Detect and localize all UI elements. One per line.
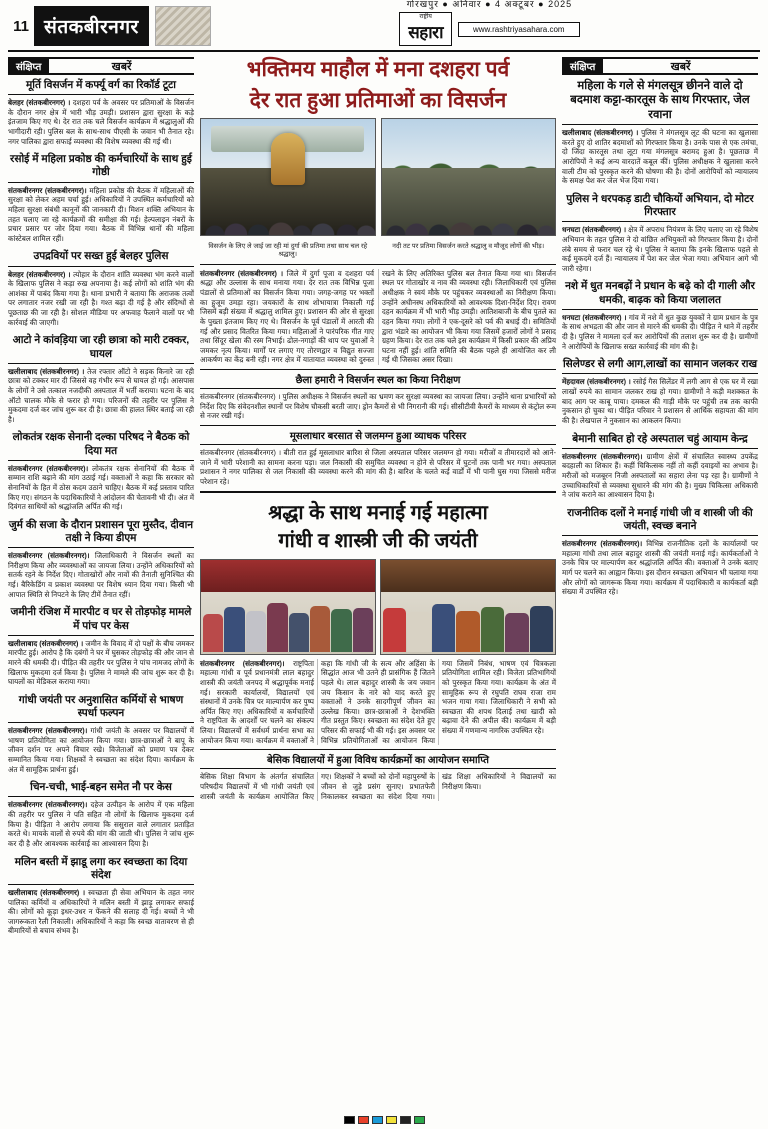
news-item[interactable] — [562, 358, 758, 425]
news-byline: संतकबीरनगर (संतकबीरनगर)। — [8, 800, 88, 810]
news-byline: खलीलाबाद (संतकबीरनगर) । — [8, 366, 85, 376]
brand-main: सहारा — [408, 23, 443, 42]
brief-header-left — [8, 57, 194, 75]
photo-crowd — [382, 182, 556, 235]
news-byline: संतकबीरनगर (संतकबीरनगर)। — [562, 539, 643, 549]
news-headline: जमीनी रंजिश में मारपीट व घर से तोड़फोड़ मामले में पांच पर केस — [8, 606, 194, 635]
masthead-center — [219, 0, 760, 46]
news-text: गांव में नशे में धुत कुछ युवकों ने ग्राम प्रधान के पुत्र के साथ अभद्रता की और जान से मारने की धमकी दी। पीड़ित ने थाने में तहरीर दी है। पुलिस ने मामला दर्ज कर आरोपियों की तलाश शुरू कर दी है। ग्रामीणों ने आरोपियों के खिलाफ सख्त कार्रवाई की मांग की है। — [562, 312, 758, 351]
news-body — [8, 551, 194, 599]
brand-logo — [399, 12, 452, 46]
photo-school-event-1 — [200, 559, 376, 655]
masthead — [8, 0, 760, 52]
news-body — [562, 377, 758, 425]
news-body — [8, 98, 194, 146]
news-text: क्षेत्र में अपराध नियंत्रण के लिए चलाए जा रहे विशेष अभियान के तहत पुलिस ने दो वांछित अभियुक्तों को गिरफ्तार किया है। दोनों लंबे समय से फरार चल रहे थे। पुलिस ने बताया कि इनके खिलाफ पहले से कई मुकदमे दर्ज हैं। न्यायालय में पेश कर जेल भेजा गया। अभियान आगे भी जारी रहेगा। — [562, 225, 758, 273]
news-byline: संतकबीरनगर (संतकबीरनगर)। — [8, 185, 87, 195]
news-body — [562, 225, 758, 273]
news-headline: गांधी जयंती पर अनुशासित कर्मियों से भाषण स्पर्धा फल्पन — [8, 694, 194, 723]
news-item[interactable] — [562, 193, 758, 273]
news-body — [8, 367, 194, 425]
lead-photo-row — [200, 118, 556, 236]
lead-lead-text: जिले में दुर्गा पूजा व दशहरा पर्व श्रद्धा और उल्लास के साथ मनाया गया। देर रात तक विभिन्न पूजा पंडालों से प्रतिमाओं का विसर्जन किया गया। जगह-जगह पर भक्तों का हुजूम उमड़ा रहा। जयकारों के साथ शोभायात्रा निकाली गई जिसमें बड़ी संख्या में श्रद्धालु शामिल हुए। प्रशासन की ओर से सुरक्षा के पुख्ता इंतजाम किए गए थे। — [200, 268, 375, 326]
news-text: रसोई गैस सिलेंडर में लगी आग से एक घर में रखा लाखों रुपये का सामान जलकर राख हो गया। ग्रामीणों ने कड़ी मशक्कत के बाद आग पर काबू पाया। दमकल की गाड़ी मौके पर पहुंची तब तक काफी नुकसान हो चुका था। पीड़ित परिवार ने प्रशासन से आर्थिक सहायता की मांग की है। लेखपाल ने नुकसान का आकलन किया। — [562, 377, 758, 425]
photo-backdrop — [201, 560, 375, 592]
brief-word: खबरें — [670, 60, 691, 73]
brief-header-right — [562, 57, 758, 75]
news-byline: बेलहर (संतकबीरनगर) । — [8, 269, 71, 279]
brief-tag: संक्षिप्त — [8, 59, 49, 73]
page-number: 11 — [13, 17, 29, 35]
news-byline: संतकबीरनगर (संतकबीरनगर)। — [8, 726, 88, 736]
news-headline: आटो ने कांवड़ि़या जा रही छात्रा को मारी टक्कर, घायल — [8, 334, 194, 363]
news-headline: राजनीतिक दलों ने मनाई गांधी जी व शास्त्री जी की जयंती, स्वच्छ बनाने — [562, 507, 758, 536]
photo-crowd — [201, 182, 375, 235]
news-body — [8, 464, 194, 512]
gandhi-headline-line1: श्रद्धा के साथ मनाई गई महात्मा — [268, 501, 488, 524]
lead-headline-line1: भक्तिमय माहौल में मना दशहरा पर्व — [246, 58, 510, 81]
news-headline: लोकतंत्र रक्षक सेनानी दल्का परिषद ने बैठक को दिया मत — [8, 431, 194, 460]
news-headline: पुलिस ने धरपकड़ डाटी चौकियों अभियान, दो मोटर गिरफ्तार — [562, 193, 758, 222]
lead-body-text: विसर्जन के पूर्व पंडालों में आरती की गई और प्रसाद वितरित किया गया। महिलाओं ने पारंपरिक गीत गाए तथा सिंदूर खेला की रस्म निभाई। ढोल-नगाड़ों की थाप पर युवाओं ने जमकर नृत्य किया। मार्गों पर लगाए गए तोरणद्वार व विद्युत सज्जा आकर्षण का केंद्र बनी रही। नगर क्षेत्र में यातायात व्यवस्था को दुरुस्त रखने के लिए अतिरिक्त पुलिस बल तैनात किया गया था। विसर्जन स्थल पर गोताखोर व नाव की व्यवस्था रही। जिलाधिकारी एवं पुलिस अधीक्षक ने स्वयं मौके पर पहुंचकर व्यवस्थाओं का निरीक्षण किया। उन्होंने अधीनस्थ अधिकारियों को आवश्यक दिशा-निर्देश दिए। रावण दहन कार्यक्रम में भी भारी भीड़ उमड़ी। आतिशबाजी के बीच पुतले का दहन किया गया। लोगों ने एक-दूसरे को पर्व की बधाई दी। समितियों द्वारा भंडारे का आयोजन भी किया गया जिसमें हजारों लोगों ने प्रसाद ग्रहण किया। देर रात तक चले इस कार्यक्रम में किसी प्रकार की अप्रिय घटना नहीं हुई। शांति समिति की बैठक पहले ही आयोजित कर ली गई थी जिसका असर दिखा। — [200, 268, 556, 365]
news-text: ग्रामीण क्षेत्रों में संचालित स्वास्थ्य उपकेंद्र बदहाली का शिकार हैं। कहीं चिकित्सक नहीं तो कहीं दवाइयों का अभाव है। मरीजों को मजबूरन निजी अस्पतालों का सहारा लेना पड़ रहा है। ग्रामीणों ने उच्चाधिकारियों से व्यवस्था सुधारने की मांग की है। मुख्य चिकित्सा अधिकारी ने जांच कराने का आश्वासन दिया है। — [562, 451, 758, 500]
brief-word: खबरें — [111, 60, 132, 73]
news-body — [8, 270, 194, 328]
news-item[interactable] — [8, 781, 194, 848]
news-byline: खलीलाबाद (संतकबीरनगर) । — [562, 128, 639, 138]
news-body — [562, 313, 758, 352]
photo-immersion — [381, 118, 557, 236]
news-byline: मेंहदावल (संतकबीरनगर) । — [562, 377, 631, 387]
news-body — [562, 539, 758, 597]
section-title: संतकबीरनगर — [34, 6, 149, 46]
news-item[interactable] — [562, 433, 758, 500]
news-byline: खलीलाबाद (संतकबीरनगर) । — [8, 638, 84, 648]
gandhi-sub-columns — [200, 772, 556, 801]
news-text: गांधी जयंती के अवसर पर विद्यालयों में भाषण प्रतियोगिता का आयोजन किया गया। छात्र-छात्राओं ने बापू के जीवन दर्शन पर अपने विचार रखे। विजेताओं को प्रमाण पत्र देकर सम्मानित किया गया। शिक्षकों ने स्वच्छता का संदेश दिया। कार्यक्रम के अंत में सामूहिक प्रार्थना हुई। — [8, 726, 194, 774]
news-item[interactable] — [8, 431, 194, 511]
gandhi-headline-line2: गांधी व शास्त्री जी की जयंती — [278, 529, 478, 552]
news-body — [8, 726, 194, 774]
photo-caption-right: नदी तट पर प्रतिमा विसर्जन करते श्रद्धालु व मौजूद लोगों की भीड़। — [392, 243, 545, 251]
gandhi-col2: कार्यक्रम में वक्ताओं ने कहा कि गांधी जी के सत्य और अहिंसा के सिद्धांत आज भी उतने ही प्रासंगिक हैं जितने पहले थे। लाल बहादुर शास्त्री के जय जवान जय किसान के नारे को याद करते हुए वक्ताओं ने उनके सादगीपूर्ण जीवन का उल्लेख किया। छात्र-छात्राओं ने देशभक्ति गीत प्रस्तुत किए। स्वच्छता का संदेश देते हुए परिसर की सफाई भी की गई। — [256, 658, 435, 745]
photo-school-event-2 — [380, 559, 556, 655]
sub-text-2: संतकबीरनगर (संतकबीरनगर) । बीती रात हुई मूसलाधार बारिश से जिला अस्पताल परिसर जलमग्न हो गया। मरीजों व तीमारदारों को आने-जाने में भारी परेशानी का सामना करना पड़ा। जल निकासी की समुचित व्यवस्था न होने से परिसर में घुटनों तक पानी भर गया। अस्पताल प्रशासन ने नगर पालिका से जल निकासी की व्यवस्था करने की मांग की है। बारिश के चलते कई वार्डों में भी पानी घुस गया जिससे मरीज परेशान रहे। — [200, 448, 556, 486]
photo-people — [383, 590, 553, 652]
photo-caption-left: विसर्जन के लिए ले जाई जा रही मां दुर्गा की प्रतिमा तथा साथ चल रहे श्रद्धालु। — [208, 243, 368, 259]
news-text: पुलिस ने मंगलसूत्र लूट की घटना का खुलासा करते हुए दो शातिर बदमाशों को गिरफ्तार किया है। उनके पास से एक तमंचा, दो जिंदा कारतूस तथा लूटा गया मंगलसूत्र बरामद हुआ है। पूछताछ में आरोपियों ने कई अन्य वारदातें कबूल कीं। पुलिस अधीक्षक ने खुलासा करने वाली टीम को पुरस्कृत करने की घोषणा की है। दोनों आरोपियों को न्यायालय के समक्ष पेश कर जेल भेज दिया गया। — [562, 128, 758, 186]
news-item[interactable] — [562, 79, 758, 186]
photo-people — [203, 590, 373, 652]
news-headline: मूर्ति विसर्जन में कर्फ्यू वर्ग का रिकॉर्ड टूटा — [8, 79, 194, 95]
news-byline: संतकबीरनगर (संतकबीरनगर)। — [8, 463, 89, 473]
news-body — [562, 128, 758, 186]
website-url[interactable]: www.rashtriyasahara.com — [458, 22, 580, 37]
gandhi-sub-headline: बेसिक विद्यालयों में हुआ विविध कार्यक्रमों का आयोजन समाप्ति — [200, 749, 556, 769]
news-item[interactable] — [8, 606, 194, 686]
news-text: तेज रफ्तार ऑटो ने सड़क किनारे जा रही छात्रा को टक्कर मार दी जिससे वह गंभीर रूप से घायल हो गई। आसपास के लोगों ने उसे तत्काल नजदीकी अस्पताल में भर्ती कराया। घटना के बाद ऑटो चालक मौके से फरार हो गया। परिजनों की तहरीर पर पुलिस ने मुकदमा दर्ज कर जांच शुरू कर दी है। छात्रा की हालत स्थिर बताई जा रही है। — [8, 366, 195, 424]
news-body — [562, 452, 758, 500]
left-column — [8, 57, 194, 1117]
sub-text-1: संतकबीरनगर (संतकबीरनगर) । पुलिस अधीक्षक ने विसर्जन स्थलों का भ्रमण कर सुरक्षा व्यवस्था का जायजा लिया। उन्होंने थाना प्रभारियों को निर्देश दिए कि संवेदनशील स्थानों पर विशेष चौकसी बरती जाए। ड्रोन कैमरों से भी निगरानी की गई। सीसीटीवी कैमरों के माध्यम से कंट्रोल रूम से नजर रखी गई। — [200, 392, 556, 421]
news-text: दहेज उत्पीड़न के आरोप में एक महिला की तहरीर पर पुलिस ने पति सहित नौ लोगों के खिलाफ मुकदमा दर्ज किया है। पीड़िता ने आरोप लगाया कि ससुराल वाले लगातार प्रताड़ित करते थे। मायके वालों से रुपये की मांग की जाती थी। पुलिस ने जांच शुरू कर दी है और आवश्यक कार्रवाई का आश्वासन दिया है। — [8, 800, 194, 848]
brand-sub: राष्ट्रीय — [419, 14, 432, 20]
news-item[interactable] — [8, 334, 194, 424]
photo-backdrop — [381, 560, 555, 592]
divider — [200, 264, 556, 265]
news-item[interactable] — [8, 250, 194, 327]
lead-headline-line2: देर रात हुआ प्रतिमाओं का विसर्जन — [249, 88, 507, 112]
news-text: लोकतंत्र रक्षक सेनानियों की बैठक में सम्मान राशि बढ़ाने की मांग उठाई गई। वक्ताओं ने कहा कि सरकार को सेनानियों के हित में ठोस कदम उठाने चाहिए। बैठक में कई प्रस्ताव पारित किए गए। संगठन के पदाधिकारियों ने आंदोलन की चेतावनी भी दी। अंत में दिवंगत साथियों को श्रद्धांजलि अर्पित की गई। — [8, 463, 194, 512]
news-item[interactable] — [8, 694, 194, 774]
news-body — [8, 186, 194, 244]
main-column — [200, 57, 556, 1117]
gandhi-body — [200, 659, 556, 746]
news-byline: खलीलाबाद (संतकबीरनगर) । — [8, 887, 86, 897]
lead-body-columns — [200, 269, 556, 365]
gandhi-byline: संतकबीरनगर (संतकबीरनगर)। — [200, 658, 285, 668]
news-headline: सिलेण्डर से लगी आग,लाखों का सामान जलकर राख — [562, 358, 758, 374]
gandhi-col1: राष्ट्रपिता महात्मा गांधी व पूर्व प्रधानमंत्री लाल बहादुर शास्त्री की जयंती जनपद में श्रद्धापूर्वक मनाई गई। सरकारी कार्यालयों, विद्यालयों एवं संस्थानों में उनके चित्र पर माल्यार्पण कर पुष्प अर्पित किए गए। अधिकारियों व कर्मचारियों ने राष्ट्रपिता के आदर्शों पर चलने का संकल्प लिया। विद्यालयों में सर्वधर्म प्रार्थना सभा का आयोजन किया गया। — [200, 658, 314, 745]
news-text: विभिन्न राजनीतिक दलों के कार्यालयों पर महात्मा गांधी तथा लाल बहादुर शास्त्री की जयंती मनाई गई। कार्यकर्ताओं ने उनके चित्र पर माल्यार्पण कर श्रद्धांजलि अर्पित की। वक्ताओं ने उनके बताए मार्ग पर चलने का आह्वान किया। इस दौरान स्वच्छता अभियान भी चलाया गया और लोगों को जागरूक किया गया। कार्यक्रम में पदाधिकारी व कार्यकर्ता बड़ी संख्या में उपस्थित रहे। — [562, 539, 758, 597]
lead-body — [200, 269, 556, 365]
news-byline: धनघटा (संतकबीरनगर) । — [562, 225, 627, 235]
news-text: स्वच्छता ही सेवा अभियान के तहत नगर पालिका कर्मियों व अधिकारियों ने मलिन बस्ती में झाड़ू लगाकर सफाई की। लोगों को कूड़ा इधर-उधर न फेंकने की सलाह दी गई। बच्चों ने भी जागरूकता रैली निकाली। अधिकारियों ने कहा कि स्वच्छ वातावरण से ही बीमारियों से बचाव संभव है। — [8, 887, 195, 936]
registration-color-bar — [8, 1115, 760, 1125]
news-text: दशहरा पर्व के अवसर पर प्रतिमाओं के विसर्जन के दौरान नगर क्षेत्र में भारी भीड़ उमड़ी। प्रशासन द्वारा सुरक्षा के कड़े इंतजाम किए गए थे। देर रात तक चले विसर्जन कार्यक्रम में श्रद्धालुओं की भागीदारी रही। पुलिस बल के साथ-साथ पीएसी के जवान भी तैनात रहे। नगर पालिका द्वारा सफाई व्यवस्था की विशेष व्यवस्था की गई थी। — [8, 98, 194, 146]
gandhi-body-columns — [200, 659, 556, 746]
news-headline: जुर्म की सजा के दौरान प्रशासन पूरा मुस्तैद, दीवान तक्षी ने किया डीएम — [8, 519, 194, 548]
news-item[interactable] — [562, 507, 758, 597]
news-byline: संतकबीरनगर (संतकबीरनगर)। — [8, 551, 90, 561]
photo-idol — [271, 133, 305, 185]
page-content — [8, 57, 760, 1117]
edition-line: गोरखपुर ● अनिवार ● 4 अक्टूबर ● 2025 — [406, 0, 573, 9]
news-body — [8, 800, 194, 848]
news-headline: बेमानी साबित हो रहे अस्पताल चहुं आयाम केन्द्र — [562, 433, 758, 449]
news-text: महिला प्रकोष्ठ की बैठक में महिलाओं की सुरक्षा को लेकर अहम चर्चा हुई। अधिकारियों ने उपस्थित कर्मचारियों को महिला सुरक्षा संबंधी कानूनों की जानकारी दी। मिशन शक्ति अभियान के तहत चलाए जा रहे कार्यक्रमों की समीक्षा की गई। हेल्पलाइन नंबरों के प्रचार प्रसार पर जोर दिया गया। बैठक में विभिन्न थानों की महिला कांस्टेबल शामिल रहीं। — [8, 185, 194, 243]
brief-tag: संक्षिप्त — [562, 59, 603, 73]
news-headline: उपद्रवियों पर सख्त हुई बेलहर पुलिस — [8, 250, 194, 266]
news-headline: मलिन बस्ती में झाडू लगा कर स्वच्छता का दिया संदेश — [8, 856, 194, 885]
photo-procession — [200, 118, 376, 236]
news-headline: महिला के गले से मंगलसूत्र छीनने वाले दो बदमाश कट्टा-कारतूस के साथ गिरफ्तार, जेल रवाना — [562, 79, 758, 125]
right-column — [562, 57, 758, 1117]
news-byline: संतकबीरनगर (संतकबीरनगर)। — [562, 451, 643, 461]
sub-headline-2: मूसलाधार बरसात से जलमग्न हुआ व्याधक परिसर — [200, 425, 556, 445]
news-item[interactable] — [8, 519, 194, 599]
gandhi-photo-row — [200, 559, 556, 655]
divider — [200, 491, 556, 493]
news-headline: रसोई में महिला प्रकोष्ठ की कर्मचारियों के साथ हुई गोष्ठी — [8, 153, 194, 182]
news-body — [8, 888, 194, 936]
sub-headline-1: छैला हमारी ने विसर्जन स्थल का किया निरीक्षण — [200, 369, 556, 389]
news-headline: चिन-चची, भाई-बहन समेत नौ पर केस — [8, 781, 194, 797]
gandhi-sub-text: बेसिक शिक्षा विभाग के अंतर्गत संचालित परिषदीय विद्यालयों में भी गांधी जयंती एवं शास्त्री जयंती के कार्यक्रम आयोजित किए गए। शिक्षकों ने बच्चों को दोनों महापुरुषों के जीवन से जुड़े प्रसंग सुनाए। प्रभातफेरी निकालकर स्वच्छता का संदेश दिया गया। खंड शिक्षा अधिकारियों ने विद्यालयों का निरीक्षण किया। — [200, 772, 556, 801]
decorative-pattern — [155, 6, 211, 46]
news-byline: धनघटा (संतकबीरनगर) । — [562, 312, 627, 322]
news-body — [8, 639, 194, 687]
news-text: जिलाधिकारी ने विसर्जन स्थलों का निरीक्षण किया और व्यवस्थाओं का जायजा लिया। उन्होंने अधिकारियों को सतर्क रहने के निर्देश दिए। गोताखोरों और नावों की तैनाती सुनिश्चित की गई। बैरिकेडिंग व प्रकाश व्यवस्था पर विशेष ध्यान दिया गया। किसी भी आपात स्थिति से निपटने के लिए टीमें तैनात रहीं। — [8, 551, 194, 599]
news-item[interactable] — [562, 280, 758, 351]
news-text: जमीन के विवाद में दो पक्षों के बीच जमकर मारपीट हुई। आरोप है कि दबंगों ने घर में घुसकर तोड़फोड़ की और जान से मारने की धमकी दी। पीड़ित की तहरीर पर पुलिस ने पांच नामजद लोगों के खिलाफ मुकदमा दर्ज किया है। पुलिस ने मामले की जांच शुरू कर दी है। घायलों का मेडिकल कराया गया। — [8, 638, 195, 687]
news-item[interactable] — [8, 79, 194, 146]
brand-row — [219, 12, 760, 46]
lead-byline: संतकबीरनगर (संतकबीरनगर) । — [200, 268, 284, 278]
news-headline: नशे में धुत मनबढ़ों ने प्रधान के बढ़े को दी गाली और धमकी, बाढ़क को किया जलालत — [562, 280, 758, 309]
news-text: त्योहार के दौरान शांति व्यवस्था भंग करने वालों के खिलाफ पुलिस ने कड़ा रुख अपनाया है। कई लोगों को शांति भंग की आशंका में पाबंद किया गया है। थाना प्रभारी ने बताया कि अराजक तत्वों पर लगातार नजर रखी जा रही है। गश्त बढ़ा दी गई है और संदिग्धों से पूछताछ की जा रही है। सोशल मीडिया पर अफवाह फैलाने वालों पर भी कार्रवाई की जाएगी। — [8, 269, 194, 327]
news-item[interactable] — [8, 856, 194, 936]
gandhi-col3: इस अवसर पर विभिन्न प्रतियोगिताओं का आयोजन किया गया जिसमें निबंध, भाषण एवं चित्रकला प्रतियोगिता शामिल रही। विजेता प्रतिभागियों को पुरस्कृत किया गया। कार्यक्रम के अंत में सामूहिक रूप से रघुपति राघव राजा राम भजन गाया गया। जिलाधिकारी ने सभी को स्वच्छता की शपथ दिलाई तथा खादी को बढ़ावा देने की अपील की। कार्यक्रम में बड़ी संख्या में गणमान्य नागरिक उपस्थित रहे। — [321, 658, 556, 745]
news-byline: बेलहर (संतकबीरनगर) । — [8, 98, 71, 108]
news-item[interactable] — [8, 153, 194, 243]
